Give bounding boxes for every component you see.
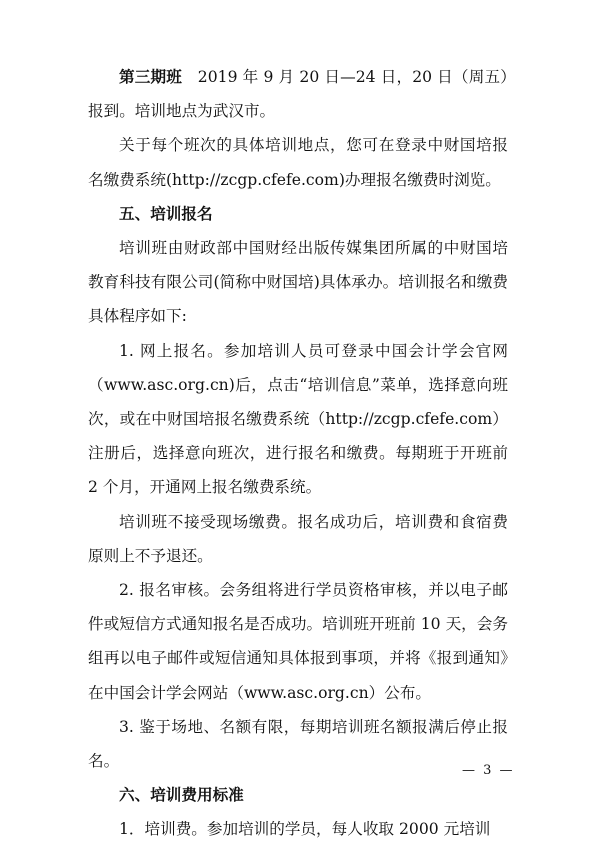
section5-intro: 培训班由财政部中国财经出版传媒集团所属的中财国培教育科技有限公司(简称中财国培)具体承办。培训报名和缴费具体程序如下: <box>88 239 508 326</box>
session3-label: 第三期班 <box>119 68 183 86</box>
section6-item1: 1．培训费。参加培训的学员，每人收取 2000 元培训 <box>119 820 491 839</box>
section5-item1: 1. 网上报名。参加培训人员可登录中国会计学会官网（www.asc.org.cn)后，点击“培训信息”菜单，选择意向班次，或在中财国培报名缴费系统（http://zcgp.cfefe.com）注册后，选择意向班次，进行报名和缴费。每期班于开班前 2 个月，开通网上报名缴费系统。 <box>88 341 508 497</box>
session3-paragraph <box>88 60 508 128</box>
section5-item3: 3. 鉴于场地、名额有限，每期培训班名额报满后停止报名。 <box>88 717 508 771</box>
page-number: — 3 — <box>462 763 515 778</box>
section5-note: 培训班不接受现场缴费。报名成功后，培训费和食宿费原则上不予退还。 <box>88 512 508 565</box>
section5-item2: 2. 报名审核。会务组将进行学员资格审核，并以电子邮件或短信方式通知报名是否成功。培训班开班前 10 天，会务组再以电子邮件或短信通知具体报到事项，并将《报到通知》在中国会计学会网站（www.asc.org.cn）公布。 <box>88 581 508 702</box>
session3-text: 2019 年 9 月 20 日—24 日，20 日（周五）报到。培训地点为武汉市。 <box>88 68 508 121</box>
page-body <box>88 60 508 847</box>
section6-heading: 六、培训费用标准 <box>119 786 244 805</box>
location-note: 关于每个班次的具体培训地点，您可在登录中财国培报名缴费系统(http://zcgp.cfefe.com)办理报名缴费时浏览。 <box>88 136 508 189</box>
section5-heading: 五、培训报名 <box>119 204 213 223</box>
